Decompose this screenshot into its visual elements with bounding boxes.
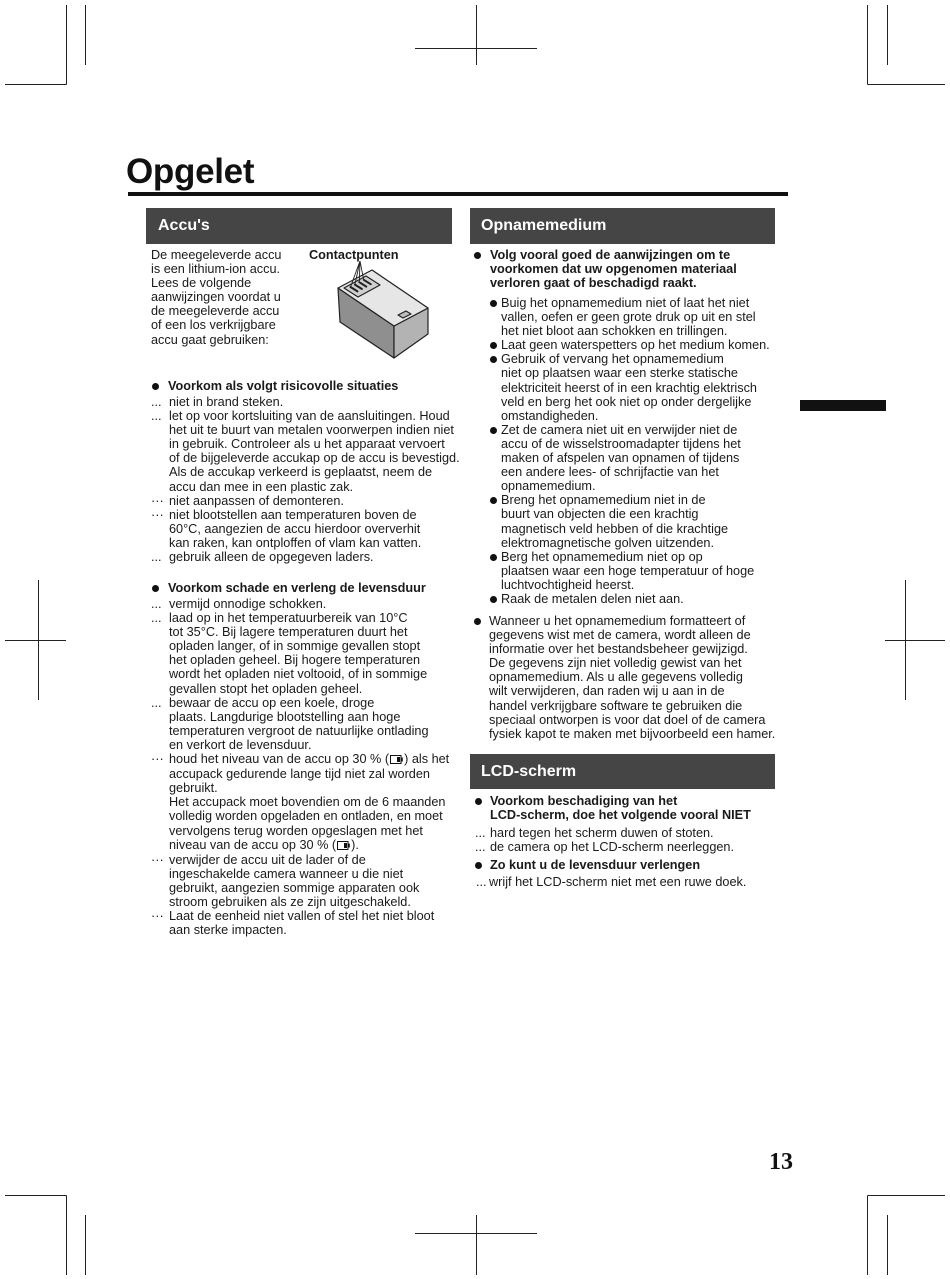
list-item-text: bewaar de accu op een koele, droge plaats. Langdurige blootstelling aan hoge temperaturen vergroot de natuurlijke ontlading en verkort de levensduur.	[169, 695, 429, 752]
list-item	[474, 875, 746, 889]
list-item	[151, 550, 460, 564]
page-number: 13	[769, 1149, 793, 1175]
list-marker: ...	[151, 695, 162, 710]
list-marker: ···	[151, 909, 164, 924]
lifespan-list	[151, 597, 449, 937]
list-item-text: wrijf het LCD-scherm niet met een ruwe doek.	[489, 875, 747, 889]
list-marker: ...	[151, 597, 162, 611]
lcd-avoid-heading	[474, 794, 751, 822]
list-item-text: Raak de metalen delen niet aan.	[501, 591, 684, 606]
lifespan-heading	[151, 581, 426, 595]
list-item-text: gebruik alleen de opgegeven laders.	[169, 550, 374, 565]
lifespan-heading-text: Voorkom schade en verleng de levensduur	[168, 581, 426, 595]
list-item-text: Laat de eenheid niet vallen of stel het niet bloot aan sterke impacten.	[169, 909, 435, 938]
list-item-text: vermijd onnodige schokken.	[169, 597, 327, 611]
bullet-icon	[490, 427, 497, 434]
list-item-text: Laat geen waterspetters op het medium komen.	[501, 338, 770, 353]
media-precautions-list	[488, 296, 770, 606]
bullet-icon	[474, 252, 481, 259]
list-item-text: Berg het opnamemedium niet op op plaatsen waar een hoge temperatuur of hoge luchtvochtigheid heerst.	[501, 549, 755, 592]
section-header-batteries	[146, 208, 452, 244]
media-warning-heading-text: Volg vooral goed de aanwijzingen om te voorkomen dat uw opgenomen materiaal verloren gaat of beschadigd raakt.	[490, 248, 737, 291]
list-item	[151, 853, 449, 909]
list-marker: ...	[475, 840, 486, 855]
section-header-recording-media	[470, 208, 775, 244]
bullet-icon	[490, 497, 497, 504]
media-warning-heading	[474, 248, 737, 290]
risks-list	[151, 395, 460, 564]
list-item	[151, 494, 460, 508]
list-item	[474, 840, 734, 854]
text-fragment: ) als het accupack gedurende lange tijd niet zal worden gebruikt. Het accupack moet bovendien om de 6 maanden volledig worden opgeladen en ontladen, en moet vervolgens terug worden opgeslagen met het niveau van de accu op 30 % (	[169, 752, 450, 852]
bullet-icon	[490, 596, 497, 603]
lcd-avoid-list	[474, 826, 734, 854]
lcd-extend-heading	[474, 858, 700, 872]
list-item	[488, 352, 770, 422]
section-header-text: LCD-scherm	[481, 763, 577, 780]
list-item	[488, 592, 770, 606]
battery-level-icon	[390, 753, 403, 767]
list-item-text: verwijder de accu uit de lader of de ingeschakelde camera wanneer u die niet gebruikt, aangezien sommige apparaten ook stroom gebruiken als ze zijn uitgeschakeld.	[169, 852, 420, 909]
bullet-icon	[475, 862, 482, 869]
list-item	[151, 597, 449, 611]
section-header-text: Opnamemedium	[481, 217, 607, 234]
list-item-text: niet aanpassen of demonteren.	[169, 493, 344, 508]
page-title: Opgelet	[126, 152, 255, 191]
bullet-icon	[490, 554, 497, 561]
list-item	[488, 296, 770, 338]
list-item-text: let op voor kortsluiting van de aansluitingen. Houd het uit te buurt van metalen voorwerpen indien niet in gebruik. Controleer als u het apparaat vervoert of de bijgeleverde accukap op de accu is bevestigd. Als de accukap verkeerd is geplaatst, neem de accu dan mee in een plastic zak.	[169, 409, 460, 494]
list-marker: ···	[151, 507, 164, 522]
list-item	[151, 508, 460, 550]
list-item-text: laad op in het temperatuurbereik van 10°C tot 35°C. Bij lagere temperaturen duurt het opladen langer, of in sommige gevallen stopt het opladen geheel. Bij hogere temperaturen wordt het opladen niet voltooid, of in sommige gevallen stopt het opladen geheel.	[169, 611, 428, 696]
list-item	[488, 338, 770, 352]
format-note-text: Wanneer u het opnamemedium formatteert of gegevens wist met de camera, wordt alleen de informatie over het bestandsbeheer gewijzigd. De gegevens zijn niet volledig gewist van het opnamemedium. Als u alle gegevens volledig wilt verwijderen, dan raden wij u aan in de handel verkrijgbare software te gebruiken die speciaal ontworpen is voor dat doel of de camera fysiek kapot te maken met bijvoorbeeld een hamer.	[489, 614, 776, 741]
text-fragment: ).	[351, 837, 359, 852]
list-item-text: Buig het opnamemedium niet of laat het niet vallen, oefen er geen grote druk op uit en stel het niet bloot aan schokken en trillingen.	[501, 296, 756, 339]
list-item	[488, 550, 770, 592]
list-item	[488, 493, 770, 549]
lcd-avoid-heading-text: Voorkom beschadiging van het LCD-scherm, doe het volgende vooral NIET	[490, 794, 751, 823]
list-marker: ...	[151, 395, 162, 409]
list-item	[474, 826, 734, 840]
list-marker: ···	[151, 852, 164, 867]
list-item	[151, 409, 460, 494]
risks-heading-text: Voorkom als volgt risicovolle situaties	[168, 379, 399, 393]
list-marker: ···	[151, 493, 164, 508]
list-item-text	[169, 752, 449, 853]
list-marker: ...	[151, 550, 162, 565]
list-item	[151, 752, 449, 853]
list-item-text: niet in brand steken.	[169, 395, 284, 409]
section-header-text: Accu's	[158, 217, 210, 234]
list-marker: ···	[151, 752, 164, 767]
battery-intro-text: De meegeleverde accu is een lithium-ion accu. Lees de volgende aanwijzingen voordat u de meegeleverde accu of een los verkrijgbare accu gaat gebruiken:	[151, 248, 282, 347]
lcd-extend-heading-text: Zo kunt u de levensduur verlengen	[490, 858, 701, 872]
section-header-lcd-screen	[470, 754, 775, 789]
list-marker: ...	[151, 611, 162, 626]
list-item-text: hard tegen het scherm duwen of stoten.	[490, 826, 714, 840]
list-marker: ...	[151, 409, 162, 424]
format-note	[474, 614, 775, 741]
risks-heading	[151, 379, 398, 393]
list-item	[151, 909, 449, 937]
list-item	[488, 423, 770, 493]
list-item	[151, 611, 449, 696]
bullet-icon	[490, 300, 497, 307]
list-item	[151, 696, 449, 752]
title-rule	[128, 192, 788, 196]
battery-level-icon	[337, 839, 350, 853]
battery-illustration	[320, 258, 440, 368]
text-fragment: houd het niveau van de accu op 30 % (	[169, 752, 390, 767]
bullet-icon	[474, 618, 481, 625]
section-tab-marker	[800, 400, 886, 411]
lcd-extend-list	[474, 875, 746, 889]
list-item-text: niet blootstellen aan temperaturen boven de 60°C, aangezien de accu hierdoor oververhit kan raken, kan ontploffen of vlam kan vatten.	[169, 507, 422, 550]
bullet-icon	[490, 342, 497, 349]
list-marker: ...	[475, 826, 486, 840]
list-marker: ...	[476, 875, 487, 889]
list-item-text: de camera op het LCD-scherm neerleggen.	[490, 840, 735, 855]
bullet-icon	[475, 798, 482, 805]
list-item	[151, 395, 460, 409]
contact-points-label: Contactpunten	[309, 248, 399, 262]
bullet-icon	[152, 585, 159, 592]
list-item-text: Breng het opnamemedium niet in de buurt van objecten die een krachtig magnetisch veld hebben of die krachtige elektromagnetische golven uitzenden.	[501, 493, 729, 550]
bullet-icon	[152, 383, 159, 390]
list-item-text: Gebruik of vervang het opnamemedium niet op plaatsen waar een sterke statische elektriciteit heerst of in een krachtig elektrisch veld en berg het ook niet op onder dergelijke omstandigheden.	[501, 352, 757, 423]
bullet-icon	[490, 356, 497, 363]
list-item-text: Zet de camera niet uit en verwijder niet de accu of de wisselstroomadapter tijdens het maken of afspelen van opnamen of tijdens een andere lees- of schrijfactie van het opnamemedium.	[501, 422, 741, 494]
